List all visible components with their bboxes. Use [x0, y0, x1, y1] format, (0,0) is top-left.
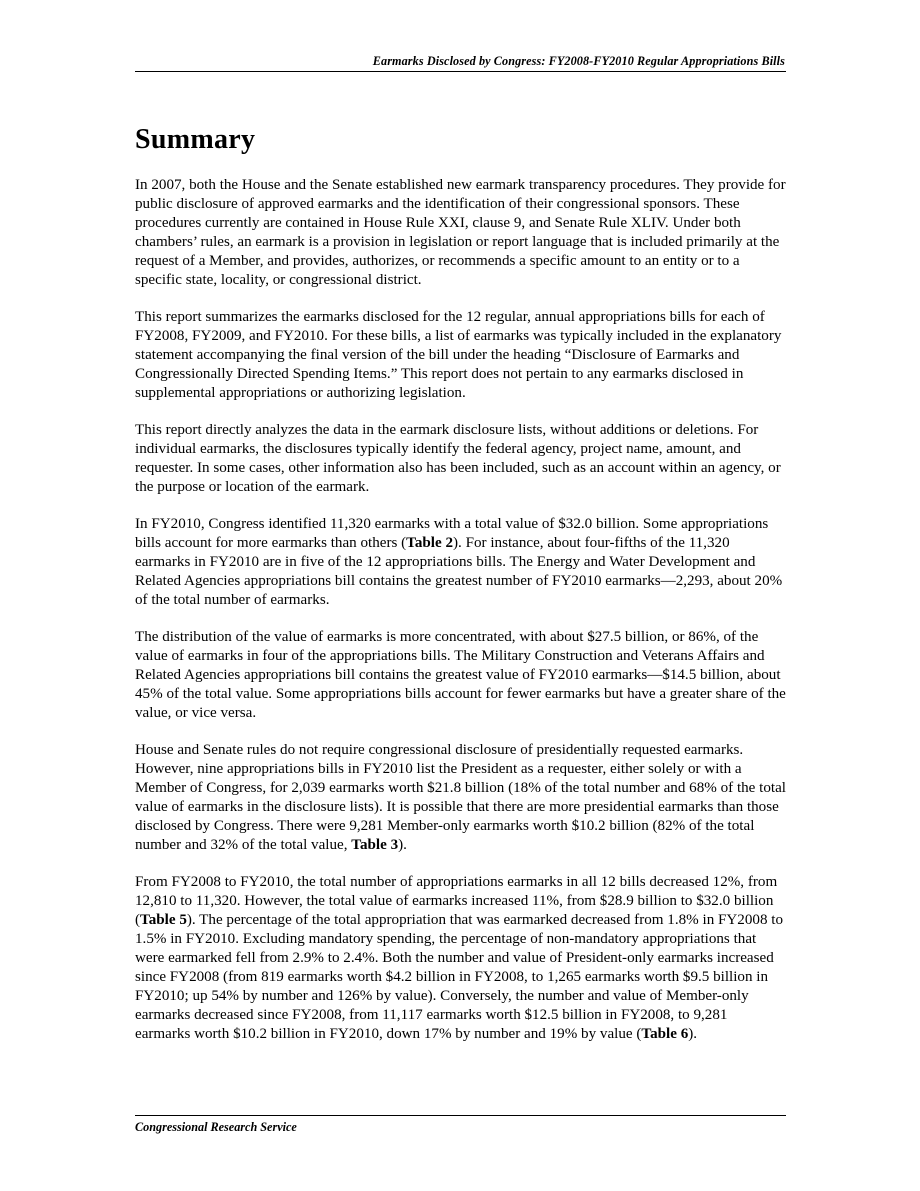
section-title: Summary — [135, 124, 256, 155]
paragraph-3: This report directly analyzes the data in the earmark disclosure lists, without additions or deletions. For individual earmarks, the disclosures typically identify the federal agency, project name, amount, and requester. In some cases, other information also has been included, such as an account within an agency, or the purpose or location of the earmark. — [135, 422, 781, 495]
header-rule — [135, 71, 786, 72]
summary-body — [135, 176, 786, 1062]
paragraph-7-text-c: ). — [688, 1026, 698, 1042]
paragraph-1: In 2007, both the House and the Senate established new earmark transparency procedures. They provide for public disclosure of approved earmarks and the identification of their congressional sponsors. These procedures currently are contained in House Rule XXI, clause 9, and Senate Rule XLIV. Under both chambers’ rules, an earmark is a provision in legislation or report language that is included primarily at the request of a Member, and provides, authorizes, or recommends a specific amount to an entity or to a specific state, locality, or congressional district. — [135, 177, 786, 288]
paragraph-7 — [135, 873, 786, 1044]
paragraph-7-text-b: ). The percentage of the total appropriation that was earmarked decreased from 1.8% in FY2008 to 1.5% in FY2010. Excluding mandatory spending, the percentage of non-mandatory appropriations that were earmarked fell from 2.9% to 2.4%. Both the number and value of President-only earmarks increased since FY2008 (from 819 earmarks worth $4.2 billion in FY2008, to 1,265 earmarks worth $9.5 billion in FY2010; up 54% by number and 126% by value). Conversely, the number and value of Member-only earmarks decreased since FY2008, from 11,117 earmarks worth $12.5 billion in FY2008, to 9,281 earmarks worth $10.2 billion in FY2010, down 17% by number and 19% by value ( — [135, 912, 784, 1042]
table-3-reference: Table 3 — [351, 837, 399, 853]
paragraph-2: This report summarizes the earmarks disclosed for the 12 regular, annual appropriations bills for each of FY2008, FY2009, and FY2010. For these bills, a list of earmarks was typically included in the explanatory statement accompanying the final version of the bill under the heading “Disclosure of Earmarks and Congressionally Directed Spending Items.” This report does not pertain to any earmarks disclosed in supplemental appropriations or authorizing legislation. — [135, 309, 782, 401]
footer-publisher: Congressional Research Service — [135, 1120, 297, 1134]
paragraph-7-text-a: From FY2008 to FY2010, the total number of appropriations earmarks in all 12 bills decreased 12%, from 12,810 to 11,320. However, the total value of earmarks increased 11%, from $28.9 billion to $32.0 billion ( — [135, 874, 778, 928]
paragraph-4-text-a: In FY2010, Congress identified 11,320 earmarks with a total value of $32.0 billion. Some appropriations bills account for more earmarks than others ( — [135, 516, 769, 551]
table-6-reference: Table 6 — [641, 1026, 689, 1042]
paragraph-5: The distribution of the value of earmarks is more concentrated, with about $27.5 billion, or 86%, of the value of earmarks in four of the appropriations bills. The Military Construction and Veterans Affairs and Related Agencies appropriations bill contains the greatest value of FY2010 earmarks—$14.5 billion, about 45% of the total value. Some appropriations bills account for fewer earmarks but have a greater share of the value, or vice versa. — [135, 629, 786, 721]
paragraph-4 — [135, 515, 786, 610]
table-5-reference: Table 5 — [140, 912, 187, 928]
paragraph-6-text-a: House and Senate rules do not require congressional disclosure of presidentially requested earmarks. However, nine appropriations bills in FY2010 list the President as a requester, either solely or with a Member of Congress, for 2,039 earmarks worth $21.8 billion (18% of the total number and 68% of the total value of earmarks in the disclosure lists). It is possible that there are more presidential earmarks than those disclosed by Congress. There were 9,281 Member-only earmarks worth $10.2 billion (82% of the total number and 32% of the total value, — [135, 742, 786, 853]
footer-rule — [135, 1115, 786, 1116]
running-header: Earmarks Disclosed by Congress: FY2008-FY2010 Regular Appropriations Bills — [372, 54, 785, 68]
table-2-reference: Table 2 — [406, 535, 454, 551]
paragraph-6 — [135, 741, 786, 855]
paragraph-4-text-b: ). For instance, about four-fifths of the 11,320 earmarks in FY2010 are in five of the 12 appropriations bills. The Energy and Water Development and Related Agencies appropriations bill contains the greatest number of FY2010 earmarks—2,293, about 20% of the total number of earmarks. — [135, 535, 783, 608]
paragraph-6-text-b: ). — [398, 837, 407, 853]
